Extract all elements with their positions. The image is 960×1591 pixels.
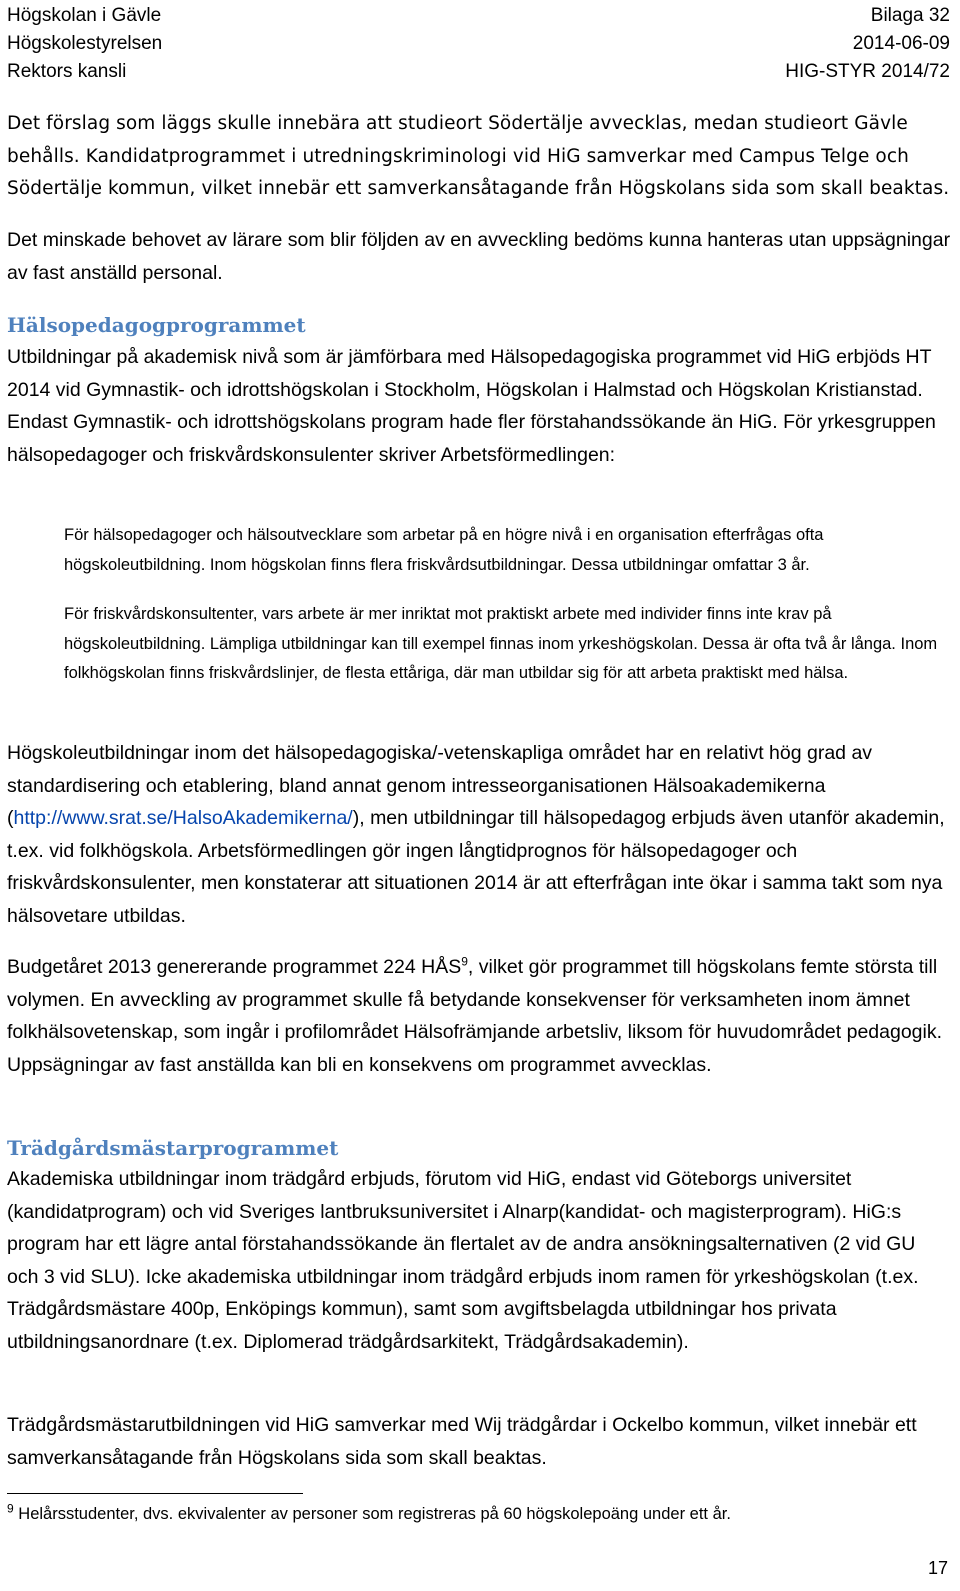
intro-paragraph-2: Det minskade behovet av lärare som blir följden av en avveckling bedöms kunna hanteras utan uppsägningar av fast anställd personal. [7, 229, 951, 284]
header-board: Högskolestyrelsen [7, 33, 163, 54]
header-office: Rektors kansli [7, 61, 127, 82]
footnote-reference[interactable]: 9 [461, 954, 468, 969]
intro-paragraph-1: Det förslag som läggs skulle innebära att studieort Södertälje avvecklas, medan studieort Gävle behålls. Kandidatprogrammet i utredningskriminologi vid HiG samverkar med Campus Telge och Södertälje kommun, vilket innebär ett samverkansåtagande från Högskolans sida som skall beaktas. [7, 113, 950, 199]
section-heading-tradgard: Trädgårdsmästarprogrammet [7, 1136, 339, 1160]
footnote-number: 9 [7, 1501, 14, 1516]
header-appendix: Bilaga 32 [870, 5, 950, 26]
section1-quote-1: För hälsopedagoger och hälsoutvecklare som arbetar på en högre nivå i en organisation efterfrågas ofta högskoleutbildning. Inom högskolan finns flera friskvårdsutbildningar. Dessa utbildningar omfattar 3 år. [64, 526, 824, 574]
section1-paragraph-3 [7, 951, 952, 1081]
section1-p2-text-b: ), men utbildningar till hälsopedagog erbjuds även utanför akademin, t.ex. vid folkhögskola. Arbetsförmedlingen gör ingen långtidprognos för hälsopedagoger och friskvårdskonsulenter, men konstaterar att situationen 2014 är att efterfrågan inte ökar i samma takt som nya hälsovetare utbildas. [7, 807, 945, 927]
header-date: 2014-06-09 [852, 33, 950, 54]
section1-p3-text-b: , vilket gör programmet till högskolans femte största till volymen. En avveckling av programmet skulle få betydande konsekvenser för verksamheten inom ämnet folkhälsovetenskap, som ingår i profilområdet Hälsofrämjande arbetsliv, liksom för huvudområdet pedagogik. Uppsägningar av fast anställda kan bli en konsekvens om programmet avvecklas. [7, 956, 943, 1076]
header-institution: Högskolan i Gävle [7, 5, 162, 26]
halsoakademikerna-link[interactable]: http://www.srat.se/HalsoAkademikerna/ [13, 807, 353, 829]
section1-p2-text-a: Högskoleutbildningar inom det hälsopedagogiska/-vetenskapliga området har en relativt hög grad av standardisering och etablering, bland annat genom intresseorganisationen Hälsoakademikerna ( [7, 742, 873, 829]
header-right [785, 2, 950, 86]
section-heading-halsopedagog: Hälsopedagogprogrammet [7, 313, 306, 337]
footnote-divider [7, 1493, 303, 1494]
section1-paragraph-1: Utbildningar på akademisk nivå som är jämförbara med Hälsopedagogiska programmet vid HiG erbjöds HT 2014 vid Gymnastik- och idrottshögskolan i Stockholm, Högskolan i Halmstad och Högskolan Kristianstad. Endast Gymnastik- och idrottshögskolans program hade fler förstahandssökande än HiG. För yrkesgruppen hälsopedagoger och friskvårdskonsulenter skriver Arbetsförmedlingen: [7, 346, 936, 466]
section1-paragraph-2 [7, 737, 952, 932]
page-number: 17 [927, 1558, 948, 1578]
footnote [7, 1500, 947, 1528]
header-reference: HIG-STYR 2014/72 [785, 61, 950, 82]
section2-paragraph-2: Trädgårdsmästarutbildningen vid HiG samverkar med Wij trädgårdar i Ockelbo kommun, vilket innebär ett samverkansåtagande från Högskolans sida som skall beaktas. [7, 1414, 917, 1469]
section1-p3-text-a: Budgetåret 2013 genererande programmet 224 HÅS [7, 956, 462, 978]
section1-quote-2: För friskvårdskonsultenter, vars arbete är mer inriktat mot praktiskt arbete med individer finns inte krav på högskoleutbildning. Lämpliga utbildningar kan till exempel finnas inom yrkeshögskolan. Dessa är ofta två år långa. Inom folkhögskolan finns friskvårdslinjer, de flesta ettåriga, där man utbildar sig för att arbeta praktiskt med hälsa. [64, 605, 938, 682]
footnote-text: Helårsstudenter, dvs. ekvivalenter av personer som registreras på 60 högskolepoäng under ett år. [13, 1505, 731, 1523]
header-left [7, 2, 162, 86]
section2-paragraph-1: Akademiska utbildningar inom trädgård erbjuds, förutom vid HiG, endast vid Göteborgs universitet (kandidatprogram) och vid Sveriges lantbruksuniversitet i Alnarp(kandidat- och magisterprogram). HiG:s program har ett lägre antal förstahandssökande än flertalet av de andra ansökningsalternativen (2 vid GU och 3 vid SLU). Icke akademiska utbildningar inom trädgård erbjuds inom ramen för yrkeshögskolan (t.ex. Trädgårdsmästare 400p, Enköpings kommun), samt som avgiftsbelagda utbildningar hos privata utbildningsanordnare (t.ex. Diplomerad trädgårdsarkitekt, Trädgårdsakademin). [7, 1168, 919, 1353]
